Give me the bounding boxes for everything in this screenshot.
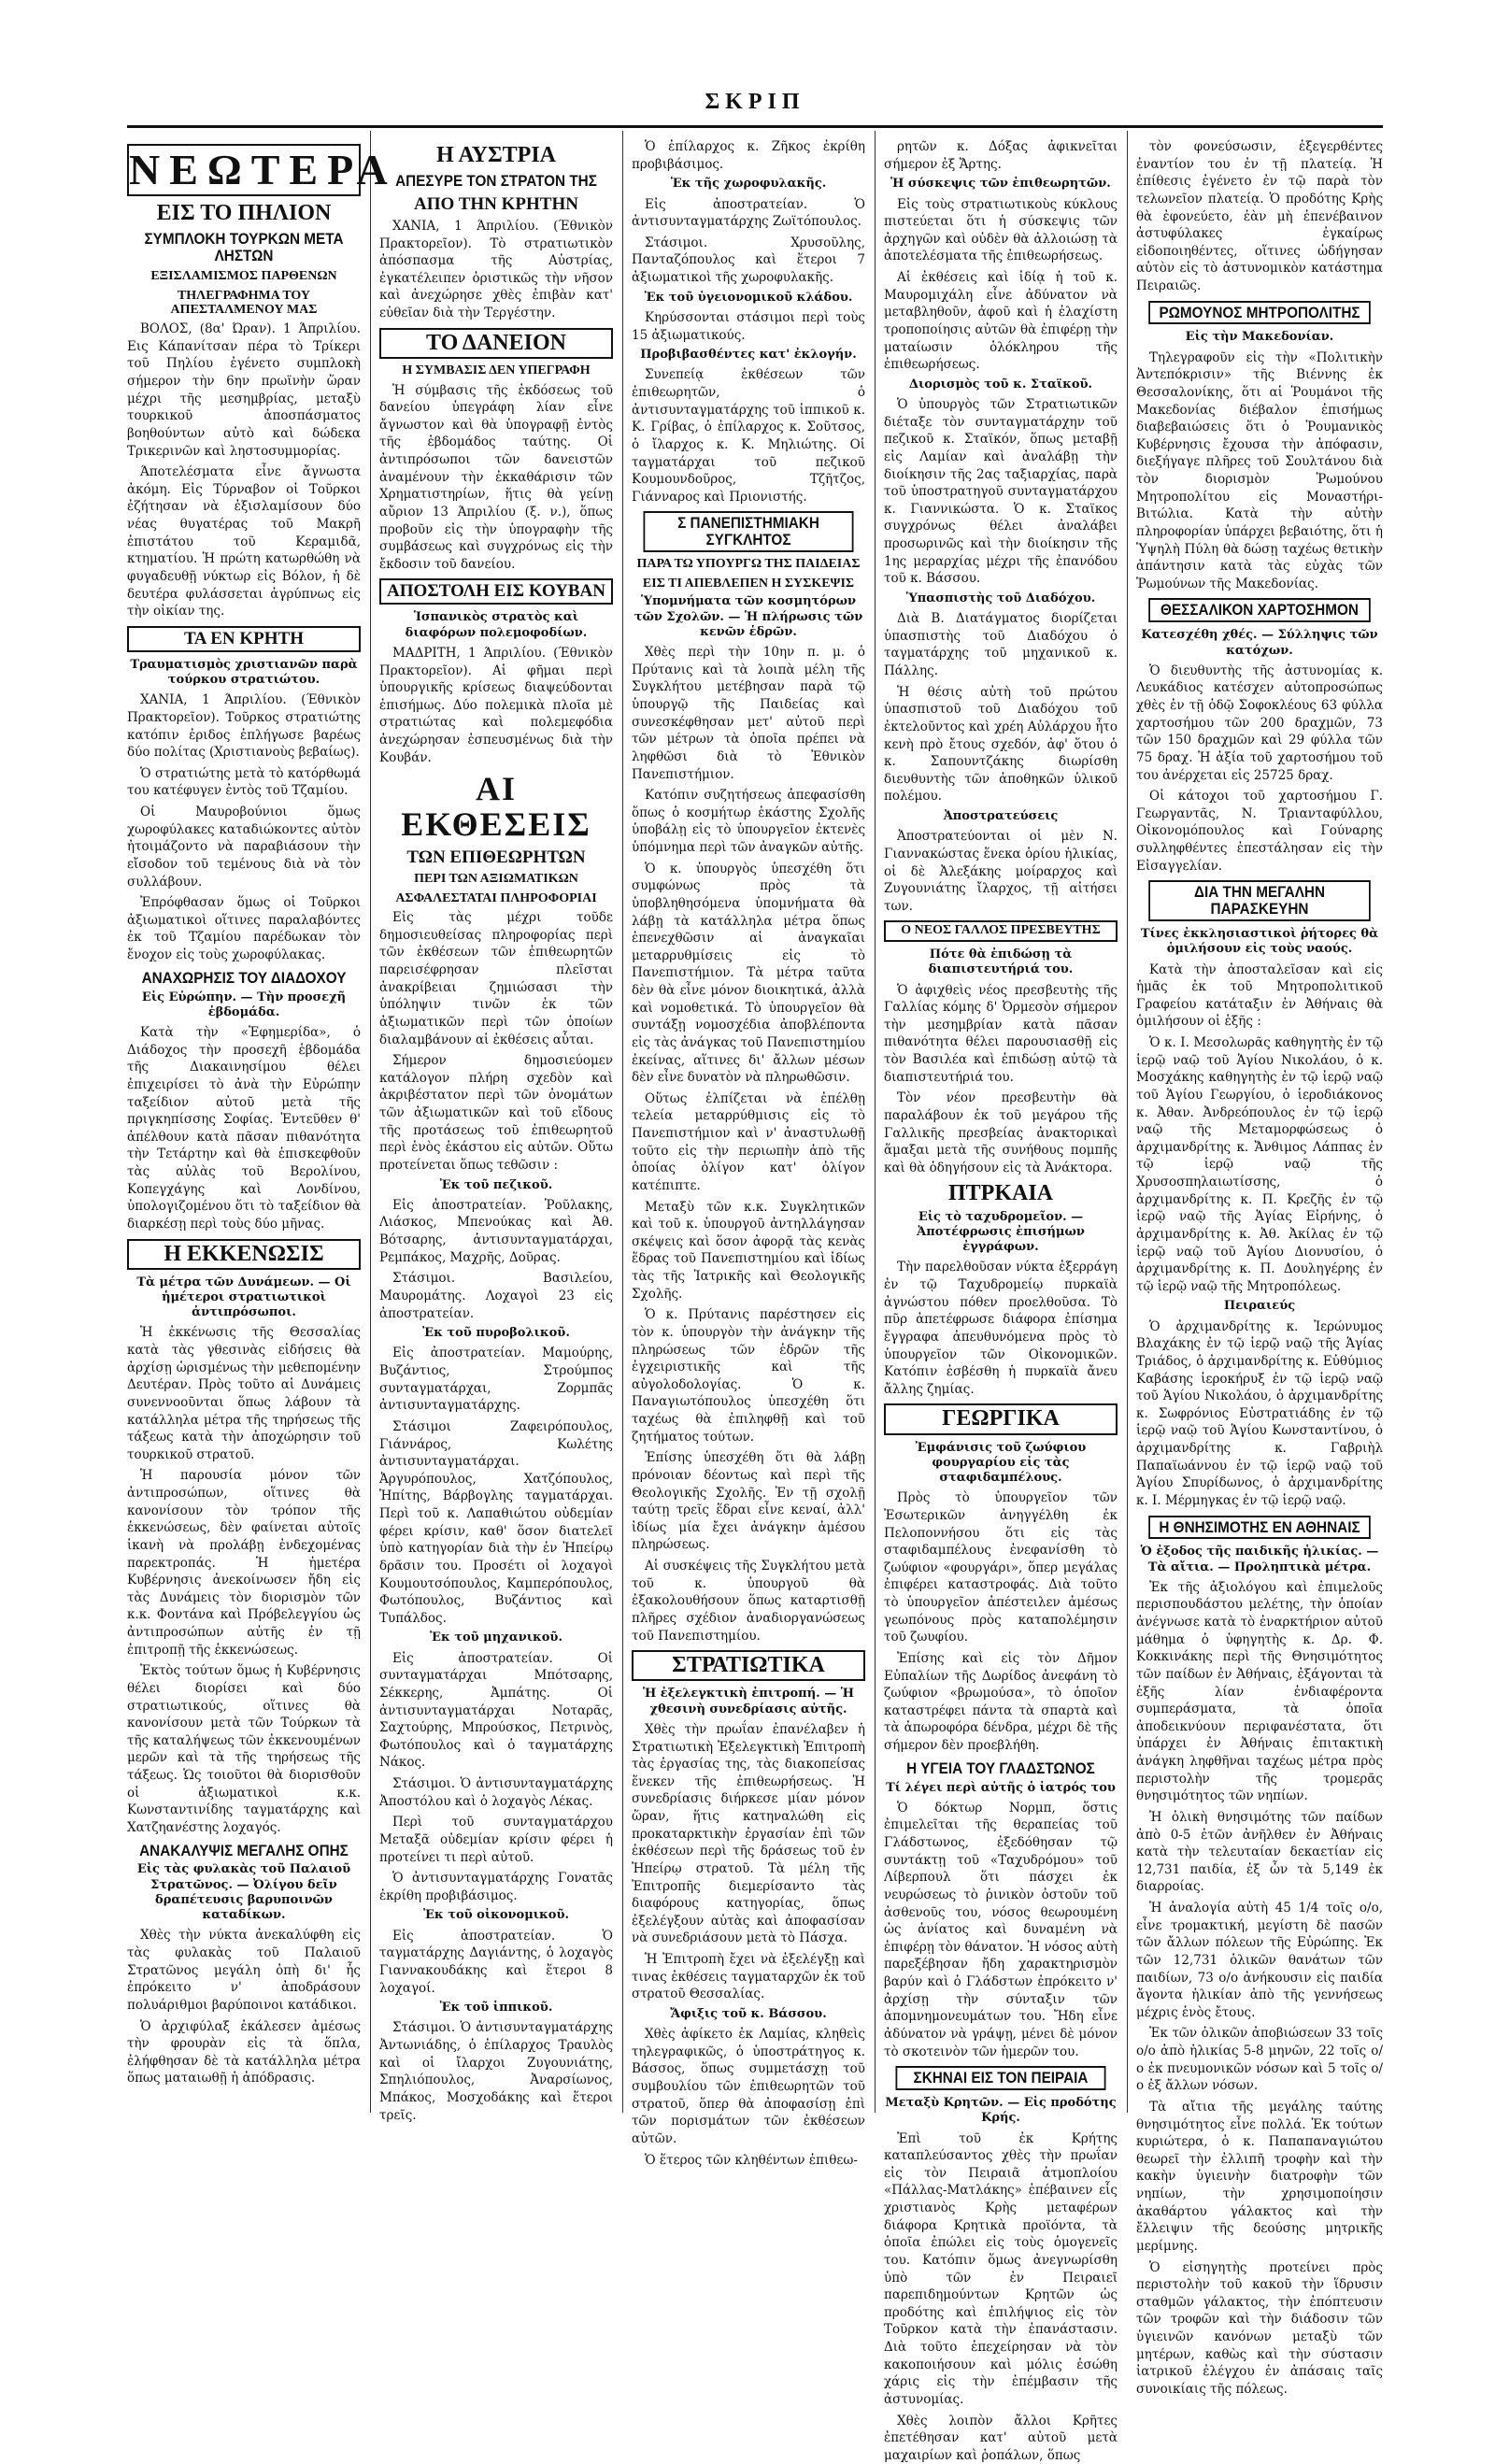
section-title: ΝΕΩΤΕΡΑ	[127, 144, 361, 196]
article-paragraph: Τηλεγραφοῦν εἰς τὴν «Πολιτικὴν Ἀντεπόκρισιν» τῆς Βιέννης ἐκ Θεσσαλονίκης, ὅτι αἱ Ῥουμάνοι τῆς Μακεδονίας διέβαλον ἐπισήμως διαβεβαιώσεις ὅτι ὁ Ῥουμανικὸς Κυβέρνησις ἔχουσα τὴν ἀπόφασιν, διεξήγαγε πλῆρες τοῦ Σουλτάνου διὰ τὸν διορισμὸν Ῥωμούνου Μητροπολίτου εἰς Μοναστήρι-Βιτώλια. Κατὰ τὴν αὐτὴν πληροφορίαν ὑπάρχει βεβαιότης, ὅτι ἡ Ὑψηλὴ Πύλη θὰ δώσῃ ταχέως θετικὴν ἀπάντησιν κατὰ τὰς εὐχὰς τῶν Ῥωμούνων τῆς Μακεδονίας.	[1136, 349, 1383, 593]
article-paragraph: Ἐκ τῆς ἀξιολόγου καὶ ἐπιμελοῦς περισπουδάστου μελέτης, τὴν ὁποίαν ἀνέγνωσε κατὰ τὸ ἐναρκτήριον αὐτοῦ μάθημα ὁ ὑφηγητὴς κ. Δρ. Φ. Κοκκινάκης περὶ τῆς Θνησιμότητος τῶν παίδων ἐν Ἀθήναις, ἐξάγονται τὰ ἑξῆς λίαν ἐνδιαφέροντα συμπεράσματα, τὰ ὁποῖα ἀποδεικνύουν περιφανέστατα, ὅτι ὑπάρχει ἐν Ἀθήναις ἐπιτακτικὴ ἀνάγκη ληφθῆναι ταχέως μέτρα πρὸς περιστολὴν τῆς τρομερᾶς θνησιμότητος τῶν νηπίων.	[1136, 1579, 1383, 1805]
article-paragraph: Ἡ Ἐπιτροπὴ ἔχει νὰ ἐξελέγξῃ καὶ τινας ἐκθέσεις ταγματαρχῶν ἐκ τοῦ στρατοῦ Θεσσαλίας.	[632, 1951, 865, 2003]
article-paragraph: Στάσιμοι Ζαφειρόπουλος, Γιάννάρος, Κωλέτης ἀντισυνταγματάρχαι. Ἀργυρόπουλος, Χατζόπουλος, Ἡπίτης, Βάρβογλης ταγματάρχαι. Περὶ τοῦ κ. Λαπαθιώτου οὐδεμίαν φέρει κρίσιν, καθ' ὅσον διατελεῖ ὑπὸ κατηγορίαν διὰ τὴν ἐν Ἠπείρῳ δρᾶσιν του. Προσέτι οἱ λοχαγοὶ Κουμουτσόπουλος, Καμπερόπουλος, Φωτόπουλος, Βυζάντιος καὶ Τυπάλδος.	[379, 1418, 613, 1628]
article-paragraph: Εἰς ἀποστρατείαν. Ὁ ταγματάρχης Δαγιάντης, ὁ λοχαγὸς Γιαννακουδάκης καὶ ἕτεροι 8 λοχαγοί.	[379, 1928, 613, 1998]
subheadline: ΕΞΙΣΛΑΜΙΣΜΟΣ ΠΑΡΘΕΝΩΝ	[127, 270, 361, 284]
column-2	[379, 138, 613, 2113]
article-paragraph: ΜΑΔΡΙΤΗ, 1 Άπριλίου. (Έθνικὸν Πρακτορεῖον). Αἱ φῆμαι περὶ ὑπουργικῆς κρίσεως διαψεύδονται ἐπισήμως. Δύο πολεμικὰ πλοῖα μὲ στρατιώτας καὶ πολεμεφόδια ἀνεχώρησαν ἐσπευσμένως διὰ τὴν Κουβάν.	[379, 645, 613, 766]
article-paragraph: Ὁ ἀρχιφύλαξ ἐκάλεσεν ἀμέσως τὴν φρουρὰν εἰς τὰ ὅπλα, ἐλήφθησαν δὲ τὰ κατάλληλα μέτρα ὅπως ματαιωθῇ ἡ ἀπόδρασις.	[127, 2018, 361, 2088]
article-paragraph: Οὕτως ἐλπίζεται νὰ ἐπέλθῃ τελεία μεταρρύθμισις εἰς τὸ Πανεπιστήμιον καὶ ν' ἀναστυλωθῇ τοῦτο εἰς τὴν περιωπὴν ἀπὸ τῆς ὁποίας ὀλίγον κατ' ὀλίγον κατέπιπτε.	[632, 1090, 865, 1195]
article-paragraph: Ὁ κ. ὑπουργὸς ὑπεσχέθη ὅτι συμφώνως πρὸς τὰ ὑποβληθησόμενα ὑπομνήματα θὰ λάβῃ τὰ κατάλληλα μέτρα ὅπως ἐπενεχθῶσιν αἱ ἀναγκαῖαι μεταρρυθμίσεις εἰς τὸ Πανεπιστήμιον. Τὰ μέτρα ταῦτα δὲν θὰ εἶνε μόνον διοικητικά, ἀλλὰ καὶ νομοθετικά. Τὸ ὑπουργεῖον θὰ συντάξῃ νομοσχέδια ἀποβλέποντα εἰς τὰς ἀνάγκας τοῦ Πανεπιστημίου ἐκείνας, αἵτινες δι' ἄλλων μέσων δὲν εἶνε δυνατὸν νὰ πληρωθῶσιν.	[632, 861, 865, 1087]
masthead: ΣΚΡΙΠ	[127, 90, 1383, 115]
newspaper-page	[127, 90, 1383, 2113]
article-paragraph: Στάσιμοι. Ὁ ἀντισυνταγματάρχης Ἀντωνιάδης, ὁ ἐπίλαρχος Τραυλὸς καὶ οἱ ἴλαρχοι Ζυγουνιάτης, Σπηλιόπουλος, Ἀναρσίωνος, Μπάκος, Μοσχοδάκης καὶ ἕτεροι τρεῖς.	[379, 2019, 613, 2124]
subheadline: Ἐκ τοῦ πεζικοῦ.	[379, 1178, 613, 1193]
subheadline: ΤΗΛΕΓΡΑΦΗΜΑ ΤΟΥ ΑΠΕΣΤΑΛΜΕΝΟΥ ΜΑΣ	[127, 290, 361, 317]
column-5	[1136, 138, 1383, 2113]
article-paragraph: Ὁ ἀντισυνταγματάρχης Γονατᾶς ἐκρίθη προβιβάσιμος.	[379, 1870, 613, 1904]
subheadline: ΠΕΡΙ ΤΩΝ ΑΞΙΩΜΑΤΙΚΩΝ	[379, 873, 613, 887]
article-paragraph: Ἀποστρατεύονται οἱ μὲν Ν. Γιαννακώστας ἕνεκα ὁρίου ἡλικίας, οἱ δὲ Ἀλεξάκης μοίραρχος καὶ Ζυγουνιάτης ἴλαρχος, τῇ αἰτήσει των.	[884, 828, 1118, 915]
article-paragraph: Ὁ στρατιώτης μετὰ τὸ κατόρθωμά του κατέφυγεν ἐντὸς τοῦ Τζαμίου.	[127, 765, 361, 800]
headline: Η ΕΚΚΕΝΩΣΙΣ	[127, 1239, 361, 1270]
subheadline: Ὑπασπιστὴς τοῦ Διαδόχου.	[884, 591, 1118, 606]
headline: ΑΝΑΧΩΡΗΣΙΣ ΤΟΥ ΔΙΑΔΟΧΟΥ	[139, 970, 349, 987]
article-paragraph: Εἰς ἀποστρατείαν. Ῥοῦλακης, Λιάσκος, Μπενούκας καὶ Ἀθ. Βότσαρης, ἀντισυνταγματάρχαι, Ρεμπάκος, Μαχρῆς, Δοῦρας.	[379, 1197, 613, 1267]
article-paragraph: Ὁ διευθυντὴς τῆς ἀστυνομίας κ. Λευκάδιος κατέσχεν αὐτοπροσώπως χθὲς ἐν τῇ ὁδῷ Σοφοκλέους 63 φύλλα χαρτοσήμου τῶν 200 δραχμῶν, 73 τῶν 150 δραχμῶν καὶ 29 φύλλα τῶν 75 δραχ. Ἡ ἀξία τοῦ χαρτοσήμου τοῦ του ἀνέρχεται εἰς 25725 δραχ.	[1136, 662, 1383, 784]
article-paragraph: Ἐκτὸς τούτων ὅμως ἡ Κυβέρνησις θέλει διορίσει καὶ δύο στρατιωτικούς, οἵτινες θὰ κανονίσουν μετὰ τῶν Τούρκων τὰ τῆς καταλήψεως τῶν ἐκκενουμένων μερῶν καὶ τὰ τῆς τηρήσεως τῆς τάξεως. Ὡς τοιοῦτοι θὰ διορισθοῦν οἱ ἀξιωματικοὶ κ.κ. Κωνσταντινίδης ταγματάρχης καὶ Χατζηανέστης λοχαγός.	[127, 1662, 361, 1836]
article-paragraph: Κατὰ τὴν «Ἐφημερίδα», ὁ Διάδοχος τὴν προσεχῆ ἑβδομάδα τῆς Διακαινησίμου θέλει ἐπιχειρίσει τὸ ἀνὰ τὴν Εὐρώπην ταξείδιον αὐτοῦ μετὰ τῆς πριγκηπίσσης Σοφίας. Ἐντεῦθεν θ' ἀπέλθουν κατὰ πᾶσαν πιθανότητα τὴν Τετάρτην καὶ θὰ ἐπισκεφθοῦν τὰς αὐλὰς τοῦ Βερολίνου, Κοπεγχάγης καὶ Λονδίνου, ὑπολογιζομένου ὅτι τὸ ταξείδιον θὰ διαρκέσῃ περὶ τοὺς δύο μῆνας.	[127, 1024, 361, 1233]
top-rule	[127, 125, 1383, 128]
headline: Η ΑΥΣΤΡΙΑ	[379, 144, 613, 167]
article-paragraph: Ὁ ἀφιχθεὶς νέος πρεσβευτὴς τῆς Γαλλίας κόμης δ' Ὀρμεσὸν σήμερον τὴν μεσημβρίαν κατὰ πᾶσαν πιθανότητα θέλει παρουσιασθῇ εἰς τὸν Βασιλέα καὶ ἐπιδώσῃ αὐτῷ τὰ διαπιστευτήριά του.	[884, 982, 1118, 1087]
headline: ΓΕΩΡΓΙΚΑ	[884, 1403, 1118, 1434]
column-1	[127, 138, 361, 2113]
article-paragraph: Διὰ Β. Διατάγματος διορίζεται ὑπασπιστὴς τοῦ Διαδόχου ὁ ταγματάρχης τοῦ μηχανικοῦ κ. Πάλλης.	[884, 610, 1118, 680]
headline: ΑΝΑΚΑΛΥΨΙΣ ΜΕΓΑΛΗΣ ΟΠΗΣ	[139, 1843, 349, 1859]
article-paragraph: Ἡ σύμβασις τῆς ἐκδόσεως τοῦ δανείου ὑπεγράφη λίαν εἶνε ἄγνωστον καὶ θὰ ὑπογραφῇ ἐντὸς τῆς ἑβδομάδος ταύτης. Οἱ ἀντιπρόσωποι τῶν δανειστῶν ἀναμένουν τὴν ἐκκαθάρισιν τῶν Χρηματιστηρίων, ἥτις θὰ γείνῃ αὔριον 13 Άπριλίου (ξ. ν.), ὅπως προβοῦν εἰς τὴν ὑπογραφὴν τῆς συμβάσεως καὶ συγχρόνως εἰς τὴν ἔκδοσιν τοῦ δανείου.	[379, 382, 613, 574]
article-paragraph: Τὰ αἴτια τῆς μεγάλης ταύτης θνησιμότητος εἶνε πολλά. Ἐκ τούτων κυριώτερα, ὁ κ. Παπαπαναγιώτου θεωρεῖ τὴν ἐλλιπῆ τροφὴν καὶ τὴν κακὴν ὑγιεινὴν διατροφὴν τῶν νηπίων, τὴν χρησιμοποίησιν ἀκαθάρτου γάλακτος καὶ τὴν ἔλλειψιν τῆς δεούσης μητρικῆς μερίμνης.	[1136, 2099, 1383, 2256]
article-paragraph: Ἐκ τῶν ὁλικῶν ἀποβιώσεων 33 τοῖς ο/ο ἀπὸ ἡλικίας 5-8 μηνῶν, 22 τοῖς ο/ο ἐκ πνευμονικῶν νόσων καὶ 5 τοῖς ο/ο ἐξ ἄλλων νόσων.	[1136, 2025, 1383, 2095]
article-paragraph: Τὸν νέον πρεσβευτὴν θὰ παραλάβουν ἐκ τοῦ μεγάρου τῆς Γαλλικῆς πρεσβείας ἀνακτορικαὶ ἅμαξαι μετὰ τῆς συνήθους πομπῆς καὶ θὰ ὁδηγήσουν εἰς τὰ Ἀνάκτορα.	[884, 1090, 1118, 1176]
subheadline: ΠΑΡΑ ΤΩ ΥΠΟΥΡΓΩ ΤΗΣ ΠΑΙΔΕΙΑΣ	[632, 558, 865, 572]
article-paragraph: Κηρύσσονται στάσιμοι περὶ τοὺς 15 ἀξιωματικούς.	[632, 309, 865, 344]
article-paragraph: Πρὸς τὸ ὑπουργεῖον τῶν Ἐσωτερικῶν ἀνηγγέλθη ἐκ Πελοποννήσου ὅτι εἰς τὰς σταφιδαμπέλους ἐνεφανίσθη τὸ ζωύφιον «φουργάρι», ὅπερ μεγάλας ἐπιφέρει καταστροφάς. Διὰ τοῦτο τὸ ὑπουργεῖον ἀπέστειλεν ἀμέσως γεωπόνους πρὸς καταπολέμησιν τοῦ ζωυφίου.	[884, 1489, 1118, 1646]
subheadline: Ἄφιξις τοῦ κ. Βάσσου.	[632, 2007, 865, 2022]
column-4	[884, 138, 1118, 2113]
article-paragraph: Χθὲς περὶ τὴν 10ην π. μ. ὁ Πρύτανις καὶ τὰ λοιπὰ μέλη τῆς Συγκλήτου μετέβησαν παρὰ τῷ ὑπουργῷ τῆς Παιδείας καὶ συνεσκέφθησαν μετ' αὐτοῦ περὶ τῶν μέτρων τὰ ὁποῖα πρέπει νὰ ληφθῶσι διὰ τὸ Ἐθνικὸν Πανεπιστήμιον.	[632, 644, 865, 783]
article-paragraph: ΒΟΛΟΣ, (8α' Ώραν). 1 Άπριλίου. Εις Κάπανίτσαν πέρα τὸ Τρίκερι τοῦ Πηλίου ἐγένετο συμπλοκὴ σήμερον τὴν 6ην πρωϊνὴν ὥραν μέχρι τῆς μεσημβρίας, μεταξὺ τουρκικοῦ ἀποσπάσματος βοηθούντων αὐτὸ καὶ δώδεκα Τρικερινῶν καὶ ληστοσυμμορίας.	[127, 320, 361, 460]
article-paragraph: Ἡ θέσις αὐτὴ τοῦ πρώτου ὑπασπιστοῦ τοῦ Διαδόχου τοῦ ἐκτελοῦντος καὶ χρέη Αὐλάρχου ἦτο κενὴ πρὸ ἔτους σχεδόν, ἀφ' ὅτου ὁ κ. Σαπουντζάκης διωρίσθη διευθυντὴς τῶν ἀποθηκῶν ὑλικοῦ πολέμου.	[884, 684, 1118, 805]
article-paragraph: Ὁ εἰσηγητὴς προτείνει πρὸς περιστολὴν τοῦ κακοῦ τὴν ἵδρυσιν σταθμῶν γάλακτος, τὴν ἐπόπτευσιν τῶν τροφῶν καὶ τὴν διάδοσιν τῶν ὑγιεινῶν κανόνων μεταξὺ τῶν μητέρων, καθὼς καὶ τὴν σύστασιν ἰατρικοῦ ἐλέγχου ἐν ἀπάσαις ταῖς συνοικίαις τῆς πόλεως.	[1136, 2259, 1383, 2399]
article-paragraph: Εἰς ἀποστρατείαν. Ὁ ἀντισυνταγματάρχης Ζωϊτόπουλος.	[632, 196, 865, 231]
subheadline: Ἐμφάνισις τοῦ ζωύφιου φουργαρίου εἰς τὰς σταφιδαμπέλους.	[884, 1441, 1118, 1487]
article-paragraph: Ὁ ὑπουργὸς τῶν Στρατιωτικῶν διέταξε τὸν συνταγματάρχην τοῦ πεζικοῦ κ. Σταϊκόν, ὅπως μεταβῇ εἰς Λαμίαν καὶ ἀναλάβῃ τὴν διοίκησιν τῆς 2ας ταξιαρχίας, παρὰ τοῦ ὑποστρατηγοῦ συνταγματάρχου κ. Γιαννικώστα. Ὁ κ. Σταϊκος συγχρόνως θέλει ἀναλάβει προσωρινῶς καὶ τὴν διοίκησιν τῆς 1ης μεραρχίας μέχρι τῆς ἐπανόδου τοῦ κ. Βάσσου.	[884, 396, 1118, 588]
article-paragraph: Στάσιμοι. Ὁ ἀντισυνταγματάρχης Ἀποστόλου καὶ ὁ λοχαγὸς Λέκας.	[379, 1775, 613, 1810]
subheadline: Εἰς τὴν Μακεδονίαν.	[1136, 330, 1383, 345]
headline: ΤΟ ΔΑΝΕΙΟΝ	[379, 328, 613, 359]
headline: Η ΘΝΗΣΙΜΟΤΗΣ ΕΝ ΑΘΗΝΑΙΣ	[1148, 1516, 1371, 1540]
article-paragraph: Ἡ ἐκκένωσις τῆς Θεσσαλίας κατὰ τὰς γθεσινὰς εἰδήσεις θὰ ἀρχίσῃ ὡρισμένως τὴν μεθεπομένην Δευτέραν. Πρὸς τοῦτο αἱ Δυνάμεις συνεννοοῦνται ὅπως λάβουν τὰ κατάλληλα μέτρα τῆς τηρήσεως τῆς τάξεως κατὰ τὴν ἀποχώρησιν τοῦ τουρκικοῦ στρατοῦ.	[127, 1324, 361, 1463]
subheadline: Πότε θὰ ἐπιδώσῃ τὰ διαπιστευτήριά του.	[884, 947, 1118, 978]
article-paragraph: Ὁ κ. Ι. Μεσολωρᾶς καθηγητὴς ἐν τῷ ἱερῷ ναῷ τοῦ Ἁγίου Νικολάου, ὁ κ. Μοσχάκης καθηγητὴς ἐν τῷ ἱερῷ ναῷ τοῦ Ἁγίου Γεωργίου, ὁ ἱεροδιάκονος κ. Ἀθαν. Ἀνδρεόπουλος ἐν τῷ ἱερῷ ναῷ τῆς Μεταμορφώσεως ὁ ἀρχιμανδρίτης κ. Ἄνθιμος Λάππας ἐν τῷ ἱερῷ ναῷ τῆς Χρυσοσπηλαιωτίσσης, ὁ ἀρχιμανδρίτης κ. Π. Κρεζῆς ἐν τῷ ἱερῷ ναῷ τῆς Ἁγίας Εἰρήνης, ὁ ἀρχιμανδρίτης κ. Ἀθ. Ἀκίλας ἐν τῷ ἱερῷ ναῷ τοῦ Ἁγίου Διονυσίου, ὁ ἀρχιμανδρίτης κ. Π. Δουληγέρης ἐν τῷ ἱερῷ ναῷ τῆς Μητροπόλεως.	[1136, 1034, 1383, 1295]
article-paragraph: τὸν φονεύσωσιν, ἐξεγερθέντες ἐναντίον του ἐν τῇ πλατείᾳ. Ἡ ἐπίθεσις ἐγένετο ἐν τῷ παρὰ τὸν τελωνεῖον πλατείᾳ. Ὁ προδότης Κρὴς θὰ ἐφονεύετο, ἐὰν μὴ ἐπενέβαινον ἀστυφύλακες ἐγκαίρως εἰδοποιηθέντες, οἵτινες ὡδήγησαν αὐτὸν εἰς τὸ ἀστυνομικὸν κατάστημα Πειραιῶς.	[1136, 138, 1383, 295]
article-paragraph: Οἱ Μαυροβούνιοι ὅμως χωροφύλακες καταδιώκοντες αὐτὸν ἠτοιμάζοντο νὰ παραβιάσουν τὴν εἴσοδον τοῦ τεμένους διὰ νὰ τὸν συλλάβουν.	[127, 804, 361, 890]
subheadline: Εἰς τὰς φυλακὰς τοῦ Παλαιοῦ Στρατῶνος. — Ὀλίγου δεῖν δραπέτευσις βαρυποινῶν καταδίκων.	[127, 1862, 361, 1923]
article-paragraph: Χθὲς τὴν νύκτα ἀνεκαλύφθη εἰς τὰς φυλακὰς τοῦ Παλαιοῦ Στρατῶνος μεγάλη ὀπὴ δι' ἧς ἐπρόκειτο ν' ἀποδράσουν πολυάριθμοι βαρύποινοι κατάδικοι.	[127, 1927, 361, 2014]
subheadline: Διορισμὸς τοῦ κ. Σταϊκοῦ.	[884, 377, 1118, 392]
column-3	[632, 138, 865, 2113]
headline: ΑΠΟΣΤΟΛΗ ΕΙΣ ΚΟΥΒΑΝ	[379, 578, 613, 605]
headline: ΠΤΡΚΑΙΑ	[884, 1182, 1118, 1205]
headline: ΑΙ ΕΚΘΕΣΕΙΣ	[379, 772, 613, 843]
subheadline: ΑΠΟ ΤΗΝ ΚΡΗΤΗΝ	[379, 195, 613, 214]
article-paragraph: Περὶ τοῦ συνταγματάρχου Μεταξᾶ οὐδεμίαν κρίσιν φέρει ἡ προτείνει τι περὶ αὐτοῦ.	[379, 1814, 613, 1866]
article-paragraph: Ὁ ἐπίλαρχος κ. Ζῆκος ἐκρίθη προβιβάσιμος.	[632, 138, 865, 173]
article-paragraph: Ἐπίσης ὑπεσχέθη ὅτι θὰ λάβῃ πρόνοιαν δέοντως καὶ περὶ τῆς Θεολογικῆς Σχολῆς. Ἐν τῇ σχολῇ ταύτῃ τρεῖς ἕδραι εἶνε κεναί, ἀλλ' ἰδίως μία ἔχει ἀνάγκην ἀμέσου πληρώσεως.	[632, 1449, 865, 1554]
subheadline: Ἐκ τοῦ ὑγειονομικοῦ κλάδου.	[632, 291, 865, 306]
subheadline: ΑΣΦΑΛΕΣΤΑΤΑΙ ΠΛΗΡΟΦΟΡΙΑΙ	[379, 892, 613, 906]
article-paragraph: Οἱ κάτοχοι τοῦ χαρτοσήμου Γ. Γεωργαντᾶς, Ν. Τριανταφύλλου, Οἰκονομόπουλος καὶ Γούναρης συλληφθέντες ἐπεστάλησαν εἰς τὴν Εἰσαγγελίαν.	[1136, 788, 1383, 875]
subheadline: Τραυματισμὸς χριστιανῶν παρὰ τούρκου στρατιώτου.	[127, 658, 361, 689]
subheadline: ΑΠΕΣΥΡΕ ΤΟΝ ΣΤΡΑΤΟΝ ΤΗΣ	[392, 173, 602, 190]
subheadline: ΕΙΣ ΤΙ ΑΠΕΒΛΕΠΕΝ Η ΣΥΣΚΕΨΙΣ	[632, 577, 865, 591]
article-paragraph: Ὁ κ. Πρύτανις παρέστησεν εἰς τὸν κ. ὑπουργὸν τὴν ἀνάγκην τῆς πληρώσεως τῶν ἑδρῶν τῆς ἐγχειριστικῆς καὶ τῆς αὐγολοδολογίας. Ὁ κ. Παναγιωτόπουλος ὑπεσχέθη ὅτι ταχέως θὰ ἐπιληφθῇ καὶ τοῦ ζητήματος τούτων.	[632, 1306, 865, 1446]
subheadline: Ἐκ τοῦ ἱππικοῦ.	[379, 2001, 613, 2015]
subheadline: Τὰ μέτρα τῶν Δυνάμεων. — Οἱ ἡμέτεροι στρατιωτικοὶ ἀντιπρόσωποι.	[127, 1275, 361, 1321]
subheadline: Εἰς Εὐρώπην. — Τὴν προσεχῆ ἑβδομάδα.	[127, 990, 361, 1021]
subheadline: Ὁ ἐξοδος τῆς παιδικῆς ἡλικίας. — Τὰ αἴτια. — Προληπτικὰ μέτρα.	[1136, 1545, 1383, 1575]
article-paragraph: Στάσιμοι. Βασιλείου, Μαυρομάτης. Λοχαγοὶ 23 εἰς ἀποστρατείαν.	[379, 1270, 613, 1322]
article-paragraph: Χθὲς τὴν πρωΐαν ἐπανέλαβεν ἡ Στρατιωτικὴ Ἐξελεγκτικὴ Ἐπιτροπὴ τὰς ἐργασίας της, τὰς διακοπείσας ἕνεκεν τῆς ἐπιθεωρήσεως. Ἡ συνεδρίασις διήρκεσε μίαν μόνον ὥραν, ἥτις κατηναλώθη εἰς προκαταρκτικὴν ἐργασίαν ἐπὶ τῶν ἐκθέσεων περὶ τῆς δράσεως τοῦ ἐν Ἠπείρῳ στρατοῦ. Τὰ μέλη τῆς Ἐπιτροπῆς διεμερίσαντο τὰς διαφόρους κατηγορίας, ὅπως ἐξελέγξουν αὐτὰς καὶ ἀποφασίσαν νὰ συνεδριάσουν μετὰ τὸ Πάσχα.	[632, 1721, 865, 1947]
article-paragraph: Ἐπὶ τοῦ ἐκ Κρήτης καταπλεύσαντος χθὲς τὴν πρωΐαν εἰς τὸν Πειραιᾶ ἀτμοπλοίου «Πάλλας-Ματλάκης» ἐπέβαινεν εἷς χριστιανὸς Κρὴς μεταφέρων διάφορα Κρητικὰ προϊόντα, τὰ ὁποῖα ἐπώλει εἰς τοὺς ὁμογενεῖς του. Κατόπιν ὅμως ἀνεγνωρίσθη ὑπὸ τῶν ἐν Πειραιεῖ παρεπιδημούντων Κρητῶν ὡς προδότης καὶ ἐπιλήψιος εἰς τὸν Τοῦρκον κατὰ τὴν ἐπανάστασιν. Διὰ τοῦτο ἐπεχείρησαν νὰ τὸν κακοποιήσουν καὶ μόλις ἐσώθη χάρις εἰς τὴν ἐπέμβασιν τῆς ἀστυνομίας.	[884, 2130, 1118, 2409]
headline: ΡΩΜΟΥΝΟΣ ΜΗΤΡΟΠΟΛΙΤΗΣ	[1148, 301, 1371, 325]
article-paragraph: Κατόπιν συζητήσεως ἀπεφασίσθη ὅπως ὁ κοσμήτωρ ἑκάστης Σχολῆς ὑποβάλῃ εἰς τὸ ὑπουργεῖον ἐκτενὲς ὑπόμνημα περὶ τῶν ἀναγκῶν αὐτῆς.	[632, 787, 865, 857]
subheadline: Τίνες ἐκκλησιαστικοὶ ῥήτορες θὰ ὁμιλήσουν εἰς τοὺς ναούς.	[1136, 927, 1383, 958]
article-paragraph: Κατὰ τὴν ἀποσταλεῖσαν καὶ εἰς ἡμᾶς ἐκ τοῦ Μητροπολιτικοῦ Γραφείου κατάταξιν ἐν Ἀθήναις θὰ ὁμιλήσουν οἱ ἑξῆς :	[1136, 961, 1383, 1032]
subheadline: Ὑπομνήματα τῶν κοσμητόρων τῶν Σχολῶν. — Ἡ πλήρωσις τῶν κενῶν ἑδρῶν.	[632, 594, 865, 640]
article-paragraph: ΧΑΝΙΑ, 1 Άπριλίου. (Έθνικὸν Πρακτορεῖον). Τοῦρκος στρατιώτης κατόπιν ἐριδος ἐπλήγωσε βαρέως δύο πολίτας (Χριστιανοὺς βεβαίως).	[127, 691, 361, 762]
article-paragraph: ρητῶν κ. Δόξας ἀφικνεῖται σήμερον ἐξ Ἄρτης.	[884, 138, 1118, 173]
subheadline: Ἀποστρατεύσεις	[884, 809, 1118, 824]
subheadline: Ἐκ τῆς χωροφυλακῆς.	[632, 177, 865, 192]
article-paragraph: Ἡ παρουσία μόνον τῶν ἀντιπροσώπων, οἵτινες θὰ κανονίσουν τὸν τρόπον τῆς ἐκκενώσεως, δὲν φαίνεται αὐτοῖς ἱκανὴ νὰ προλάβῃ ἐνδεχομένας παρεκτροπάς. Ἡ ἡμετέρα Κυβέρνησις ἀνεκοίνωσεν ἤδη εἰς τὰς Δυνάμεις τὸν διορισμὸν τῶν κ.κ. Φοντάνα καὶ Πρόβελεγγίου ὡς ἀντιπροσώπων αὐτῆς ἐν τῇ ἐπιτροπῇ τῆς ἐκκενώσεως.	[127, 1467, 361, 1659]
column-divider	[622, 131, 623, 2113]
headline: ΤΩΝ ΕΠΙΘΕΩΡΗΤΩΝ	[379, 848, 613, 867]
headline: ΣΥΜΠΛΟΚΗ ΤΟΥΡΚΩΝ ΜΕΤΑ ΛΗΣΤΩΝ	[139, 231, 349, 264]
subheadline: Τί λέγει περὶ αὐτῆς ὁ ἰατρός του	[884, 1781, 1118, 1796]
headline: Η ΥΓΕΙΑ ΤΟΥ ΓΛΑΔΣΤΩΝΟΣ	[896, 1760, 1106, 1777]
article-paragraph: Σήμερον δημοσιεύομεν κατάλογον πλήρη σχεδὸν καὶ ἀκριβέστατον περὶ τῶν ὀνομάτων τῶν ἀξιωματικῶν καὶ τοῦ εἴδους τῆς προτάσεως τοῦ ἐπιθεωρητοῦ περὶ ἑνὸς ἑκάστου εἰς αὐτῶν. Οὕτω προτείνεται ὅπως τεθῶσιν :	[379, 1052, 613, 1174]
article-paragraph: Εἰς ἀποστρατείαν. Μαμούρης, Βυζάντιος, Στρούμπος συνταγματάρχαι, Ζορμπᾶς ἀντισυνταγματάρχης.	[379, 1345, 613, 1415]
article-paragraph: Εἰς ἀποστρατείαν. Οἱ συνταγματάρχαι Μπότσαρης, Σέκκερης, Ἀμπάτης. Οἱ ἀντισυνταγματάρχαι Νοταρᾶς, Σαχτούρης, Μπρούσκος, Πετρινὸς, Φωτόπουλος καὶ ὁ ταγματάρχης Νάκος.	[379, 1650, 613, 1772]
article-paragraph: Ἐπρόφθασαν ὅμως οἱ Τοῦρκοι ἀξιωματικοὶ οἵτινες παραλαβόντες ἐκ τοῦ Τζαμίου παρέδωκαν τὸν ἔνοχον εἰς τοὺς χωροφύλακας.	[127, 894, 361, 964]
subheadline: Ἐκ τοῦ πυροβολικοῦ.	[379, 1326, 613, 1341]
headline: ΤΑ ΕΝ ΚΡΗΤΗ	[127, 626, 361, 652]
subheadline: Προβιβασθέντες κατ' ἐκλογήν.	[632, 348, 865, 363]
article-paragraph: Άποτελέσματα εἶνε ἄγνωστα ἀκόμη. Εἰς Τύρναβον οἱ Τοῦρκοι ἐζήτησαν νὰ ἐξισλαμίσουν δύο νέας θυγατέρας τοῦ Μακρῆ ἐπιστάτου τοῦ Κεραμιδᾶ, κτηματίου. Ἡ πρώτη κατωρθώθη νὰ φυγαδευθῇ νύκτωρ εἰς Βόλον, ἡ δὲ δευτέρα φυλάσσεται ἀγρύπνως εἰς τὴν οἰκίαν της.	[127, 463, 361, 620]
article-paragraph: Χθὲς ἀφίκετο ἐκ Λαμίας, κληθεὶς τηλεγραφικῶς, ὁ ὑποστράτηγος κ. Βάσσος, ὅπως συμμετάσχῃ τοῦ συμβουλίου τῶν ἐπιθεωρητῶν τοῦ στρατοῦ, ὅπερ θὰ ἀποφασίσῃ ἐπὶ τῶν πορισμάτων τῶν ἐκθέσεων αὐτῶν.	[632, 2026, 865, 2147]
headline: Ο ΝΕΟΣ ΓΑΛΛΟΣ ΠΡΕΣΒΕΥΤΗΣ	[884, 920, 1118, 942]
column-divider	[370, 131, 371, 2113]
column-divider	[1127, 131, 1128, 2113]
subheadline: Ἡ σύσκεψις τῶν ἐπιθεωρητῶν.	[884, 177, 1118, 192]
article-paragraph: Εἰς τοὺς στρατιωτικοὺς κύκλους πιστεύεται ὅτι ἡ σύσκεψις τῶν ἀρχηγῶν καὶ οὐδὲν θὰ ἀλλοιώσῃ τὰ ἀποτελέσματα τῆς ἐπιθεωρήσεως.	[884, 196, 1118, 266]
headline: ΕΙΣ ΤΟ ΠΗΛΙΟΝ	[127, 202, 361, 225]
headline: ΣΚΗΝΑΙ ΕΙΣ ΤΟΝ ΠΕΙΡΑΙΑ	[896, 2066, 1106, 2090]
subheadline: Η ΣΥΜΒΑΣΙΣ ΔΕΝ ΥΠΕΓΡΑΦΗ	[379, 364, 613, 378]
subheadline: Ἐκ τοῦ οἰκονομικοῦ.	[379, 1908, 613, 1923]
subheadline: Πειραιεύς	[1136, 1299, 1383, 1314]
headline: ΘΕΣΣΑΛΙΚΟΝ ΧΑΡΤΟΣΗΜΟΝ	[1148, 598, 1371, 622]
headline: Σ ΠΑΝΕΠΙΣΤΗΜΙΑΚΗ ΣΥΓΚΛΗΤΟΣ	[644, 511, 854, 552]
headline: ΔΙΑ ΤΗΝ ΜΕΓΑΛΗΝ ΠΑΡΑΣΚΕΥΗΝ	[1148, 880, 1371, 921]
article-paragraph: Ἡ ὁλικὴ θνησιμότης τῶν παίδων ἀπὸ 0-5 ἐτῶν ἀνῆλθεν ἐν Ἀθήναις κατὰ τὴν τελευταίαν δεκαετίαν εἰς 12,731 παιδία, ἐξ ὧν τὰ 5,149 ἐκ διαρροίας.	[1136, 1809, 1383, 1896]
column-divider	[875, 131, 876, 2113]
article-paragraph: Συνεπείᾳ ἐκθέσεων τῶν ἐπιθεωρητῶν, ὁ ἀντισυνταγματάρχης τοῦ ἱππικοῦ κ. Κ. Γρίβας, ὁ ἐπίλαρχος κ. Σοῦτσος, ὁ ἴλαρχος κ. Κ. Μηλιώτης. Οἱ ταγματάρχαι τοῦ πεζικοῦ Κουμουνδοῦρος, Τζῆτζος, Γιάνναρος καὶ Πριονιστής.	[632, 366, 865, 506]
article-paragraph: Ἡ ἀναλογία αὐτὴ 45 1/4 τοῖς ο/ο, εἶνε τρομακτική, μεγίστη δὲ πασῶν τῶν ἄλλων πόλεων τῆς Εὐρώπης. Ἐκ τῶν 12,731 ὁλικῶν θανάτων τῶν παιδίων, 73 ο/ο ἀνήκουσιν εἰς παιδία ἄγοντα ἡλικίαν ἀπὸ τῆς γεννήσεως μέχρις ἑνὸς ἔτους.	[1136, 1900, 1383, 2021]
article-paragraph: Ὁ ἕτερος τῶν κληθέντων ἐπιθεω-	[632, 2152, 865, 2170]
subheadline: Κατεσχέθη χθές. — Σύλληψις τῶν κατόχων.	[1136, 628, 1383, 659]
article-paragraph: Αἱ συσκέψεις τῆς Συγκλήτου μετὰ τοῦ κ. ὑπουργοῦ θὰ ἐξακολουθήσουν ὅπως καταρτισθῇ πλῆρες σχέδιον ἀναδιοργανώσεως τοῦ Πανεπιστημίου.	[632, 1558, 865, 1645]
subheadline: Ἡ ἐξελεγκτικὴ ἐπιτροπή. — Ἡ χθεσινὴ συνεδρίασις αὐτῆς.	[632, 1687, 865, 1717]
article-paragraph: Μεταξὺ τῶν κ.κ. Συγκλητικῶν καὶ τοῦ κ. ὑπουργοῦ ἀντηλλάγησαν σκέψεις καὶ ὅσον ἀφορᾷ τὰς κενὰς ἕδρας τοῦ Πανεπιστημίου καὶ ἰδίως τὰς τῆς Ἰατρικῆς καὶ Θεολογικῆς Σχολῆς.	[632, 1199, 865, 1303]
subheadline: Μεταξὺ Κρητῶν. — Εἰς προδότης Κρής.	[884, 2096, 1118, 2127]
headline: ΣΤΡΑΤΙΩΤΙΚΑ	[632, 1650, 865, 1681]
article-paragraph: Ὁ ἀρχιμανδρίτης κ. Ἱερώνυμος Βλαχάκης ἐν τῷ ἱερῷ ναῷ τῆς Ἁγίας Τριάδος, ὁ ἀρχιμανδρίτης κ. Εὐθύμιος Καβάσης ἱεροκήρυξ ἐν τῷ ἱερῷ ναῷ τοῦ Ἁγίου Νικολάου, ὁ ἀρχιμανδρίτης κ. Σωφρόνιος Εὐστρατιάδης ἐν τῷ ἱερῷ ναῷ τοῦ Ἁγίου Κωνσταντίνου, ὁ ἀρχιμανδρίτης κ. Γαβριὴλ Παπαϊωάννου ἐν τῷ ἱερῷ ναῷ τοῦ Ἁγίου Σπυρίδωνος, ὁ ἀρχιμανδρίτης κ. Ι. Μέρμηγκας ἐν τῷ ἱερῷ ναῷ.	[1136, 1318, 1383, 1510]
article-paragraph: Ὁ δόκτωρ Νορμπ, ὅστις ἐπιμελεῖται τῆς θεραπείας τοῦ Γλάδστωνος, ἐξεδόθησαν τῷ συντάκτῃ τοῦ «Ταχυδρόμου» τοῦ Λίβερπουλ ὅτι πάσχει ἐκ νευρώσεως τὸ ῥινικὸν ὀστοῦν τοῦ ἀσθενοῦς του, νόσος θεωρουμένη ὡς ἀνίατος καὶ δυναμένη νὰ ἐπιφέρῃ τὸν θάνατον. Ἡ νόσος αὐτὴ παρεξέβησαν ἤδη χαρακτηρισμὸν βαρύν καὶ ὁ Γλάδστων ἐπρόκειτο ν' ἀρχίσῃ τὴν σύνταξιν τῶν ἀπομνημονευμάτων του. Ἤδη εἶνε ἀδύνατον νὰ γράψῃ, μένει δὲ μόνον τὸ σκοτεινὸν τῶν ἡμερῶν του.	[884, 1800, 1118, 2060]
subheadline: Εἰς τὸ ταχυδρομεῖον. — Ἀποτέφρωσις ἐπισήμων ἐγγράφων.	[884, 1210, 1118, 1256]
subheadline: Ἐκ τοῦ μηχανικοῦ.	[379, 1631, 613, 1645]
article-paragraph: Στάσιμοι. Χρυσοῦλης, Πανταζόπουλος καὶ ἕτεροι 7 ἀξιωματικοὶ τῆς χωροφυλακῆς.	[632, 235, 865, 287]
article-paragraph: Χθὲς λοιπὸν ἄλλοι Κρῆτες ἐπετέθησαν κατ' αὐτοῦ μετὰ μαχαιρίων καὶ ῥοπάλων, ὅπως	[884, 2413, 1118, 2464]
subheadline: Ἱσπανικὸς στρατὸς καὶ διαφόρων πολεμοφοδίων.	[379, 610, 613, 641]
article-paragraph: Αἱ ἐκθέσεις καὶ ἰδίᾳ ἡ τοῦ κ. Μαυρομιχάλη εἶνε ἀδύνατον νὰ μεταβληθοῦν, ἀφοῦ καὶ ἡ ἐλαχίστη τροποποίησις αὐτῶν θὰ ἐπιφέρῃ τὴν ματαίωσιν ὁλόκληρου τῆς ἐπιθεωρήσεως.	[884, 269, 1118, 374]
article-paragraph: Ἐπίσης καὶ εἰς τὸν Δῆμον Εὐπαλίων τῆς Δωρίδος ἀνεφάνη τὸ ζωύφιον «βρωμούσα», τὸ ὁποῖον καταστρέφει πάντα τὰ σπαρτὰ καὶ τὰ ἀπωροφόρα δένδρα, μέχρι δὲ τῆς σήμερον δὲν προεβλήθη.	[884, 1650, 1118, 1755]
article-paragraph: ΧΑΝΙΑ, 1 Άπριλίου. (Έθνικὸν Πρακτορεῖον). Τὸ στρατιωτικὸν ἀπόσπασμα τῆς Αὐστρίας, ἐγκατέλειπεν ὁριστικῶς τὴν νῆσον καὶ ἀνεχώρησε χθὲς ἐπιβὰν κατ' εὐθεῖαν διὰ τὴν Τεργέστην.	[379, 218, 613, 322]
article-paragraph: Τὴν παρελθοῦσαν νύκτα ἐξερράγη ἐν τῷ Ταχυδρομείῳ πυρκαϊὰ ἀγνώστου πόθεν προελθοῦσα. Τὸ πῦρ ἀπετέφρωσε διάφορα ἐπίσημα ἔγγραφα ἀπευθυνόμενα πρὸς τὸ ὑπουργεῖον τῶν Οἰκονομικῶν. Κατόπιν ἐσβέσθη ἡ πυρκαϊὰ ἄνευ ἄλλης ζημίας.	[884, 1259, 1118, 1398]
article-paragraph: Εἰς τὰς μέχρι τοῦδε δημοσιευθείσας πληροφορίας περὶ τῶν ἐκθέσεων τῶν ἐπιθεωρητῶν παρεισέφρησαν πλεῖσται ἀνακρίβειαι ζημιώσασι τὴν ὑπόληψιν τινῶν ἐκ τῶν ἀξιωματικῶν περὶ τῶν ὁποίων διαλαμβάνουν αἱ ἐκθέσεις αὗται.	[379, 909, 613, 1048]
